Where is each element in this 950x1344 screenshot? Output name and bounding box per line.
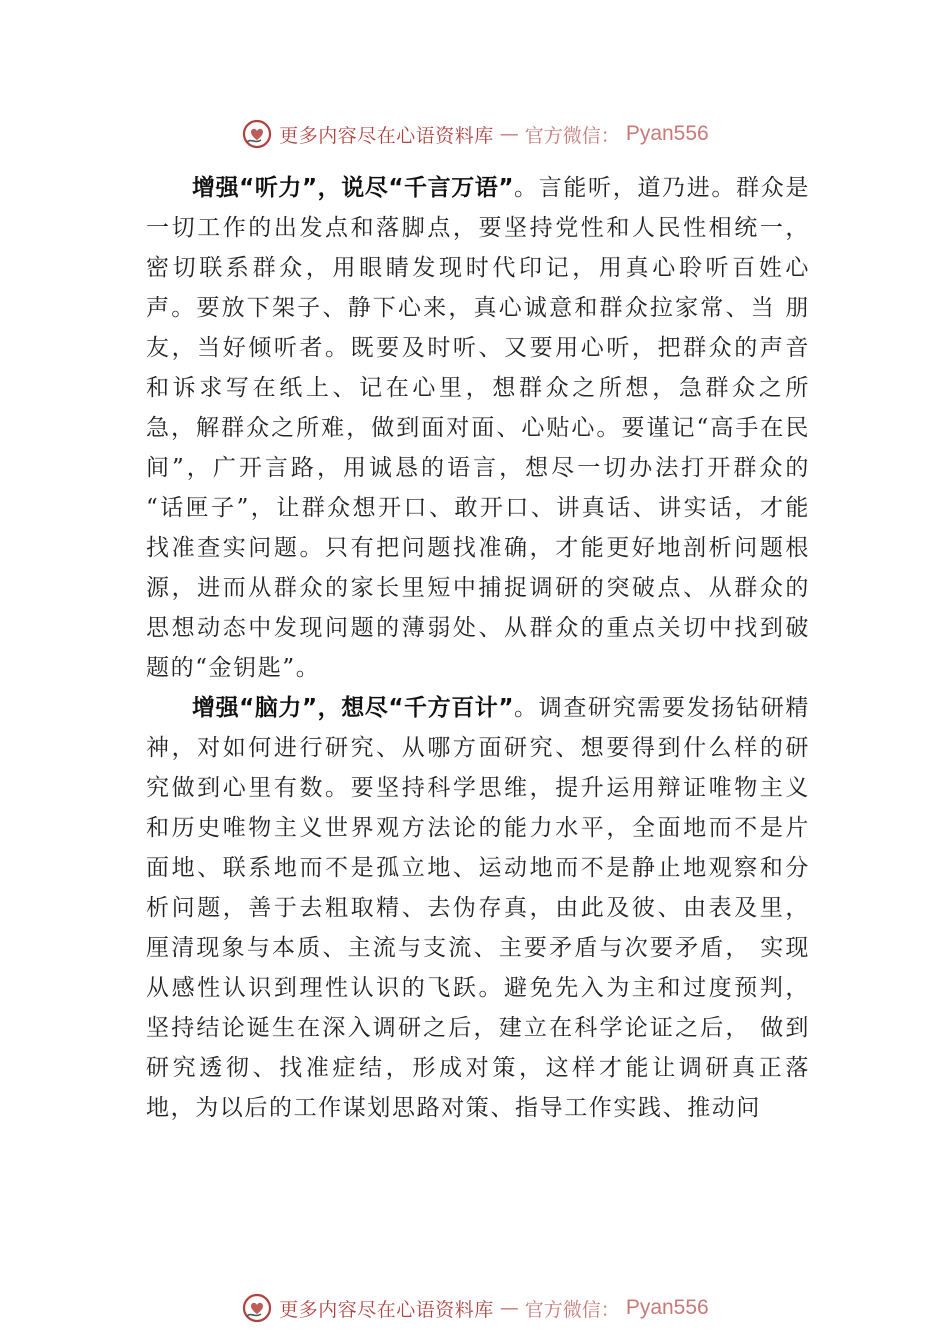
watermark-footer [0,1288,950,1328]
watermark-wechat-label: 官方微信： [524,124,620,147]
paragraph-text: 。言能听，道乃进。群众是一切工作的出发点和落脚点，要坚持党性和人民性相统一，密切联系群众，用眼睛发现时代印记，用真心聆听百姓心声。要放下架子、静下心来，真心诚意和群众拉家常、当 朋友，当好倾听者。既要及时听、又要用心听，把群众的声音和诉求写在纸上、记在心里，想群众之所想，急群众之所急，解群众之所难，做到面对面、心贴心。要谨记“高手在民间”，广开言路，用诚恳的语言，想尽一切办法打开群众的 “话匣子”，让群众想开口、敢开口、讲真话、讲实话，才能找准查实问题。只有把问题找准确，才能更好地剖析问题根源，进而从群众的家长里短中捕捉调研的突破点、从群众的思想动态中发现问题的薄弱处、从群众的重点关切中找到破题的“金钥匙”。 [146,175,810,681]
watermark-label: 更多内容尽在心语资料库 [279,1298,494,1321]
paragraph-heading: 增强“听力”，说尽“千言万语” [192,175,514,201]
paragraph-listening [146,168,810,688]
paragraph-text: 。调查研究需要发扬钻研精神，对如何进行研究、从哪方面研究、想要得到什么样的研究做到心里有数。要坚持科学思维，提升运用辩证唯物主义和历史唯物主义世界观方法论的能力水平，全面地而不是片面地、联系地而不是孤立地、运动地而不是静止地观察和分析问题，善于去粗取精、去伪存真，由此及彼、由表及里，厘清现象与本质、主流与支流、主要矛盾与次要矛盾， 实现从感性认识到理性认识的飞跃。避免先入为主和过度预判，坚持结论诞生在深入调研之后，建立在科学论证之后， 做到研究透彻、找准症结，形成对策，这样才能让调研真正落地，为以后的工作谋划思路对策、指导工作实践、推动问 [146,695,810,1121]
document-body [146,168,810,1128]
watermark-wechat-id: Pyan556 [625,122,709,145]
heart-seal-icon [241,118,273,150]
watermark-wechat-label: 官方微信： [524,1298,620,1321]
watermark-separator: — [499,1297,519,1319]
watermark-wechat-id: Pyan556 [625,1296,709,1319]
watermark-label: 更多内容尽在心语资料库 [279,124,494,147]
watermark-separator: — [499,123,519,145]
heart-seal-icon [241,1292,273,1324]
watermark-header [0,114,950,154]
paragraph-heading: 增强“脑力”，想尽“千方百计” [192,695,514,721]
paragraph-thinking [146,688,810,1128]
